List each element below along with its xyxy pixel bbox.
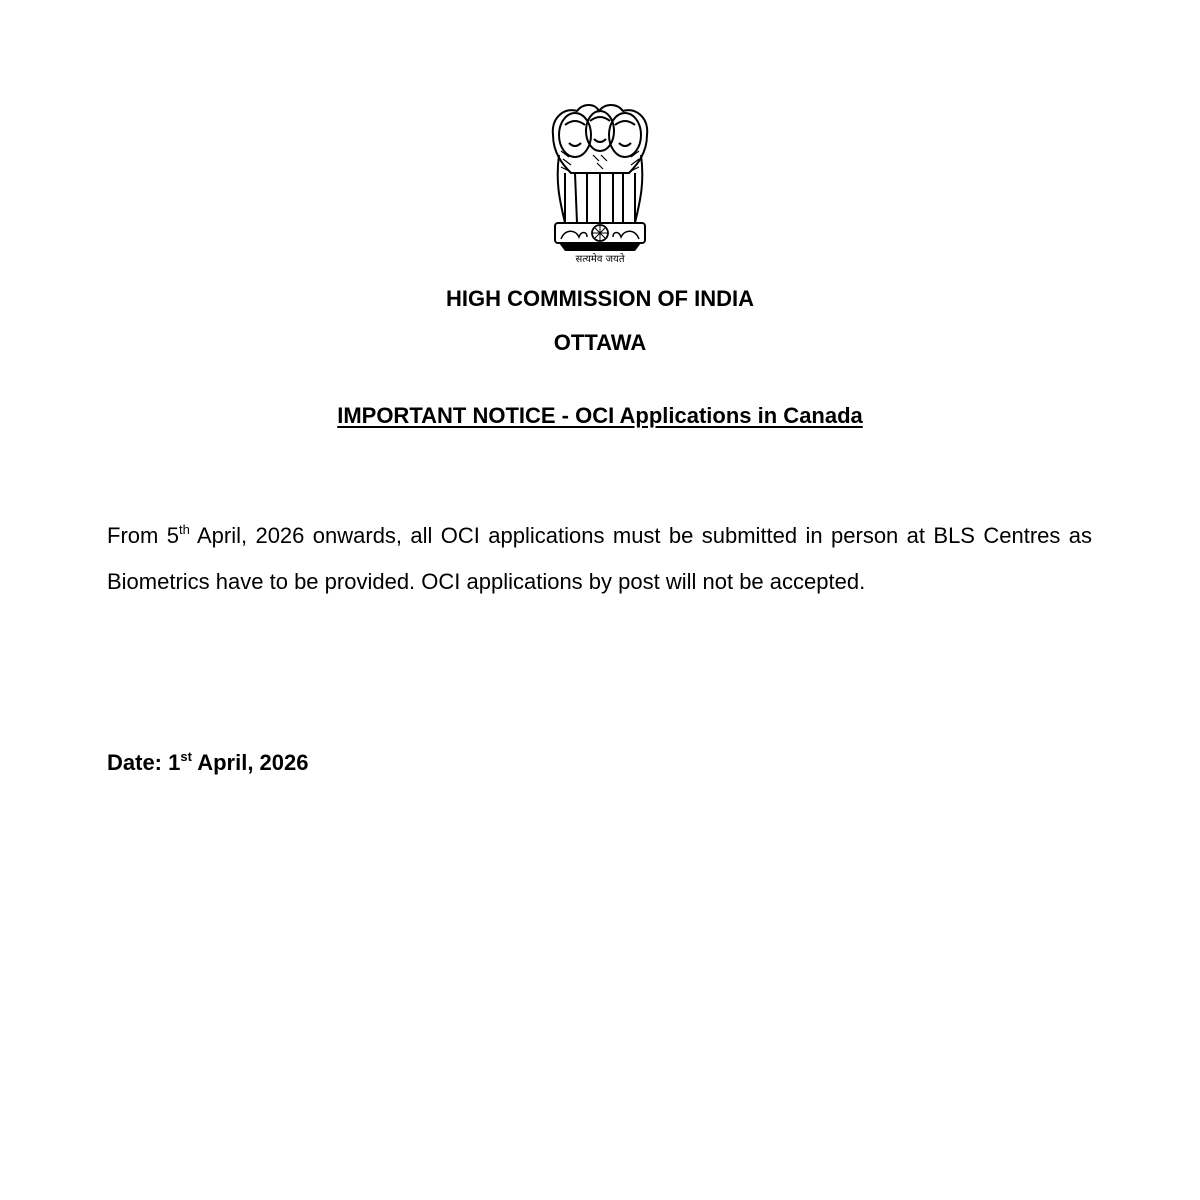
notice-body-ordinal: th	[178, 522, 190, 537]
notice-body-text: April, 2026 onwards, all OCI applications must be submitted in person at BLS Centres as Biometrics have to be provided. OCI applications by post will not be accepted.	[107, 523, 1092, 594]
office-name: HIGH COMMISSION OF INDIA	[446, 286, 754, 311]
date-label: Date: 1	[107, 750, 181, 775]
emblem-motto: सत्यमेव जयते	[575, 254, 625, 265]
notice-body	[107, 513, 1092, 605]
office-city: OTTAWA	[553, 330, 647, 355]
state-emblem-icon	[535, 95, 665, 265]
notice-body-prefix: From 5	[107, 523, 179, 548]
date-value: April, 2026	[191, 750, 309, 775]
notice-title: IMPORTANT NOTICE - OCI Applications in Canada	[337, 403, 863, 428]
date-ordinal: st	[180, 749, 192, 764]
notice-date	[107, 750, 309, 776]
